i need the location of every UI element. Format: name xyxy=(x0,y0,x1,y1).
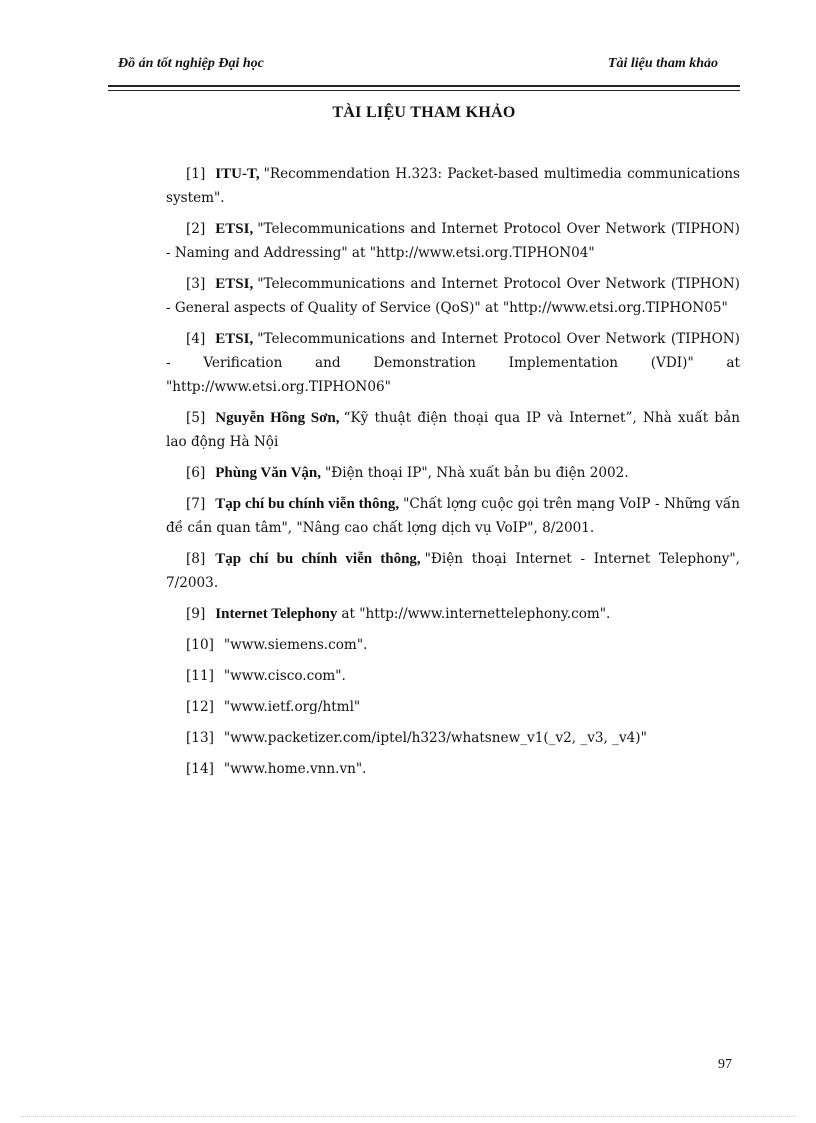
reference-text: "Recommendation H.323: Packet-based multimedia communications system". xyxy=(166,166,740,206)
reference-item xyxy=(166,695,740,719)
reference-item xyxy=(166,162,740,210)
reference-item xyxy=(166,327,740,399)
reference-number: [4] xyxy=(186,331,206,347)
reference-author: Internet Telephony xyxy=(215,606,338,622)
header-rule-thin xyxy=(108,90,740,91)
reference-text: "Telecommunications and Internet Protocol Over Network (TIPHON) - General aspects of Quality of Service (QoS)" at "http://www.etsi.org.TIPHON05" xyxy=(166,276,740,316)
reference-text: "Chất lợng cuộc gọi trên mạng VoIP - Những vấn đề cần quan tâm", "Nâng cao chất lợng dịch vụ VoIP", 8/2001. xyxy=(166,496,740,536)
reference-number: [6] xyxy=(186,465,206,481)
reference-text: at "http://www.internettelephony.com". xyxy=(341,606,611,622)
reference-author: ITU-T, xyxy=(215,166,260,182)
reference-item xyxy=(166,547,740,595)
reference-text: "www.packetizer.com/iptel/h323/whatsnew_v1(_v2, _v3, _v4)" xyxy=(223,730,647,746)
reference-item xyxy=(166,492,740,540)
reference-number: [1] xyxy=(186,166,206,182)
reference-number: [12] xyxy=(186,699,214,715)
reference-list xyxy=(166,162,740,788)
page-bottom-divider xyxy=(20,1116,796,1117)
reference-author: Nguyễn Hồng Sơn, xyxy=(215,410,340,426)
reference-item xyxy=(166,406,740,454)
reference-number: [7] xyxy=(186,496,206,512)
reference-number: [13] xyxy=(186,730,214,746)
reference-number: [11] xyxy=(186,668,214,684)
reference-text: "Điện thoại IP", Nhà xuất bản bu điện 2002. xyxy=(325,465,629,481)
reference-author: ETSI, xyxy=(215,331,254,347)
reference-number: [3] xyxy=(186,276,206,292)
page-number: 97 xyxy=(718,1057,732,1072)
reference-item xyxy=(166,217,740,265)
page-title: TÀI LIỆU THAM KHẢO xyxy=(332,104,516,121)
reference-number: [10] xyxy=(186,637,214,653)
reference-text: “Kỹ thuật điện thoại qua IP và Internet”, Nhà xuất bản lao động Hà Nội xyxy=(166,410,740,450)
reference-text: "www.cisco.com". xyxy=(223,668,346,684)
reference-number: [5] xyxy=(186,410,206,426)
reference-number: [2] xyxy=(186,221,206,237)
reference-text: "Telecommunications and Internet Protocol Over Network (TIPHON) - Naming and Addressing" at "http://www.etsi.org.TIPHON04" xyxy=(166,221,740,261)
header-rule-thick xyxy=(108,85,740,87)
reference-text: "www.home.vnn.vn". xyxy=(223,761,367,777)
reference-author: ETSI, xyxy=(215,276,254,292)
header-left-text: Đồ án tốt nghiệp Đại học xyxy=(118,56,264,71)
reference-item xyxy=(166,272,740,320)
reference-author: Phùng Văn Vận, xyxy=(215,465,322,481)
reference-item xyxy=(166,461,740,485)
reference-text: "www.siemens.com". xyxy=(223,637,368,653)
reference-item xyxy=(166,602,740,626)
page-header xyxy=(108,54,740,76)
reference-number: [9] xyxy=(186,606,206,622)
reference-author: Tạp chí bu chính viễn thông, xyxy=(215,496,400,512)
reference-author: ETSI, xyxy=(215,221,254,237)
reference-item xyxy=(166,633,740,657)
reference-number: [8] xyxy=(186,551,206,567)
reference-item xyxy=(166,664,740,688)
header-right-text: Tài liệu tham khảo xyxy=(607,56,718,71)
reference-item xyxy=(166,726,740,750)
reference-number: [14] xyxy=(186,761,214,777)
reference-text: "www.ietf.org/html" xyxy=(223,699,361,715)
reference-text: "Điện thoại Internet - Internet Telephony", 7/2003. xyxy=(166,551,740,591)
reference-item xyxy=(166,757,740,781)
reference-author: Tạp chí bu chính viễn thông, xyxy=(215,551,421,567)
reference-text: "Telecommunications and Internet Protocol Over Network (TIPHON) - Verification and Demonstration Implementation (VDI)" at "http://www.etsi.org.TIPHON06" xyxy=(166,331,740,395)
